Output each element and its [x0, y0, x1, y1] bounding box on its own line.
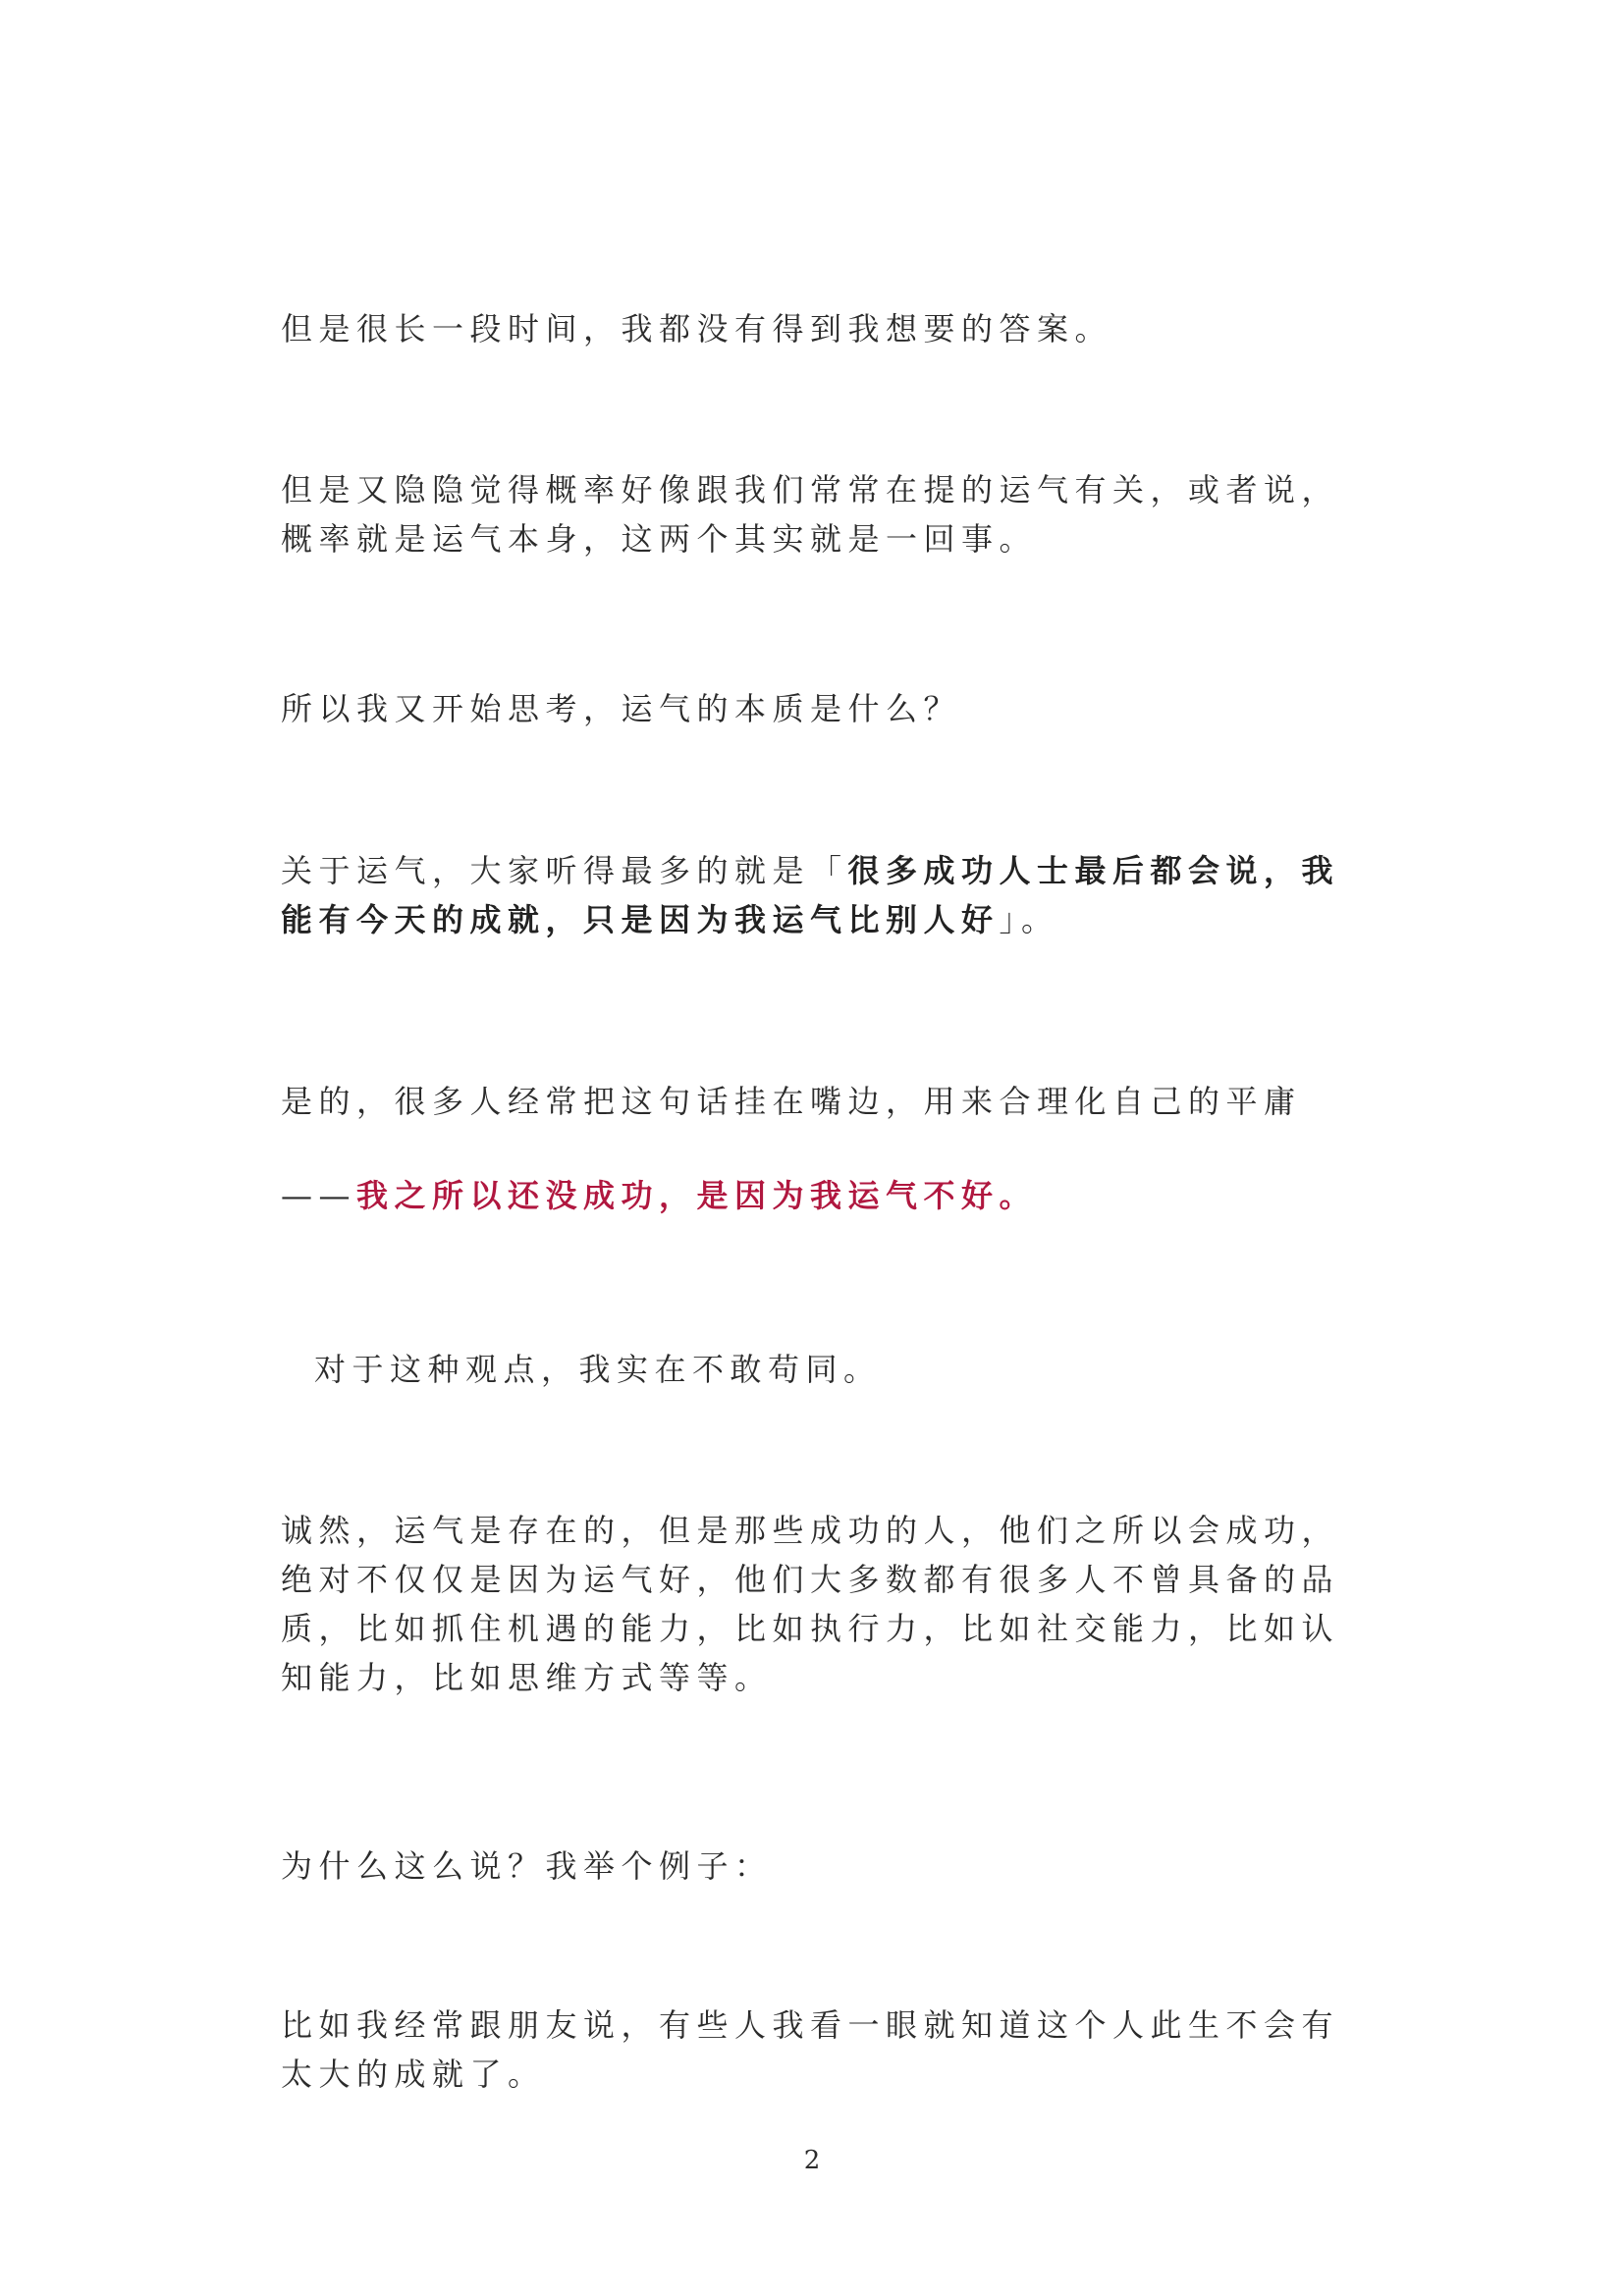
paragraph-1-text: 但是很长一段时间，我都没有得到我想要的答案。 [281, 310, 1113, 347]
paragraph-9 [281, 2001, 1351, 2099]
paragraph-5 [281, 1054, 1351, 1243]
paragraph-5-highlight: 我之所以还没成功，是因为我运气不好。 [356, 1177, 1038, 1214]
paragraph-4-bold-quote: 很多成功人士最后都会说，我能有今天的成就，只是因为我运气比别人好 [281, 852, 1340, 938]
paragraph-7-text: 诚然，运气是存在的，但是那些成功的人，他们之所以会成功，绝对不仅仅是因为运气好，他们大多数都有很多人不曾具备的品质，比如抓住机遇的能力，比如执行力，比如社交能力，比如认知能力，比如思维方式等等。 [281, 1512, 1340, 1696]
paragraph-8 [281, 1842, 1351, 1891]
paragraph-2-text: 但是又隐隐觉得概率好像跟我们常常在提的运气有关，或者说，概率就是运气本身，这两个其实就是一回事。 [281, 471, 1340, 558]
paragraph-9-text: 比如我经常跟朋友说，有些人我看一眼就知道这个人此生不会有太大的成就了。 [281, 2006, 1340, 2093]
paragraph-6 [281, 1345, 1384, 1394]
paragraph-5-prefix: 是的，很多人经常把这句话挂在嘴边，用来合理化自己的平庸—— [281, 1083, 1302, 1214]
paragraph-4-suffix: 」。 [999, 901, 1059, 938]
paragraph-4-prefix: 关于运气，大家听得最多的就是「 [281, 852, 848, 889]
paragraph-3-text: 所以我又开始思考，运气的本质是什么？ [281, 690, 962, 727]
paragraph-6-text: 对于这种观点，我实在不敢苟同。 [314, 1351, 882, 1388]
paragraph-7 [281, 1506, 1351, 1702]
page-number: 2 [803, 2146, 821, 2175]
paragraph-2 [281, 465, 1351, 563]
paragraph-3 [281, 684, 1351, 733]
paragraph-1 [281, 304, 1351, 353]
paragraph-4 [281, 846, 1351, 944]
paragraph-8-text: 为什么这么说？我举个例子： [281, 1847, 773, 1885]
